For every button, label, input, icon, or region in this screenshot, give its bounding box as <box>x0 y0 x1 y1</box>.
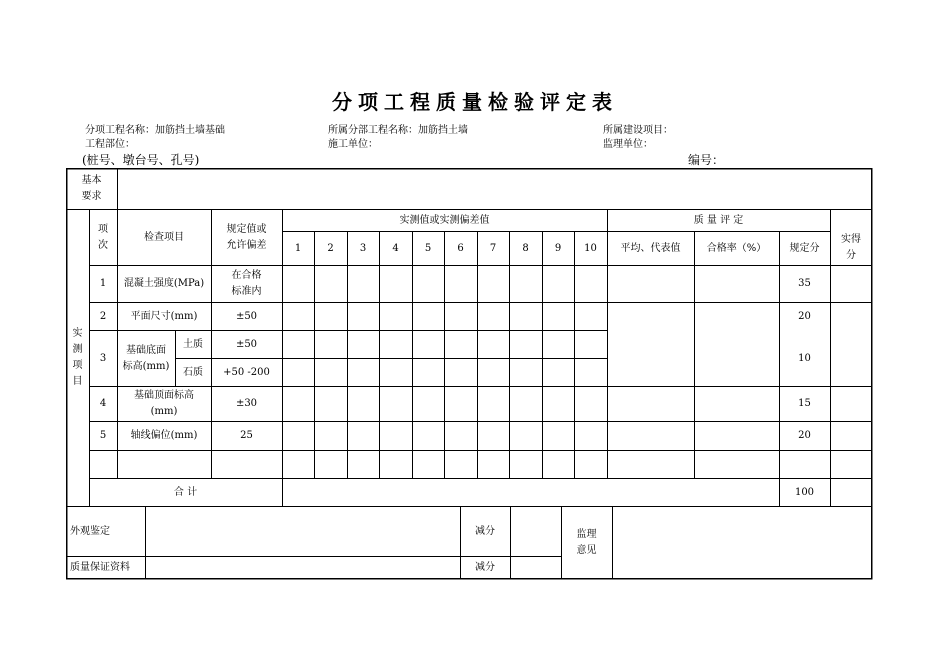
sub-project-name: 分项工程名称：加筋挡土墙基础 <box>85 125 225 136</box>
item-number-header: 项 次 <box>98 223 108 251</box>
appearance-label: 外观鉴定 <box>70 525 110 537</box>
row-4-score: 15 <box>798 398 811 409</box>
pass-rate-header: 合格率（%） <box>706 242 767 254</box>
construction-project: 所属建设项目： <box>603 125 673 136</box>
appearance-deduct-label: 减分 <box>475 525 495 537</box>
measure-col-10: 10 <box>584 242 597 254</box>
row-1-number: 1 <box>99 278 107 289</box>
total-label: 合 计 <box>173 486 198 498</box>
row-2-item: 平面尺寸(mm) <box>130 310 198 322</box>
supervision-unit: 监理单位： <box>603 139 653 150</box>
construction-unit: 施工单位： <box>328 139 378 150</box>
row-3-sub-soil-spec: ±50 <box>235 338 258 350</box>
row-5-number: 5 <box>99 430 107 441</box>
measure-col-1: 1 <box>294 242 302 254</box>
row-4-spec: ±30 <box>235 398 258 409</box>
actual-score-header: 实得 分 <box>841 233 861 261</box>
supervision-opinion-label: 监理 意见 <box>576 528 597 556</box>
row-4-item: 基础顶面标高 (mm) <box>134 390 194 417</box>
row-3-sub-rock-spec: +50 -200 <box>223 366 270 378</box>
serial-number-label: 编号： <box>688 153 725 167</box>
row-3-sub-rock-label: 石质 <box>183 366 203 378</box>
row-3-number: 3 <box>99 352 107 364</box>
measure-col-6: 6 <box>457 242 464 254</box>
average-value-header: 平均、代表值 <box>620 242 681 254</box>
row-2-score: 20 <box>798 310 811 322</box>
measured-items-section-label: 实 测 项 目 <box>72 328 83 387</box>
row-3-sub-soil-label: 土质 <box>183 338 203 350</box>
measure-col-2: 2 <box>327 242 334 254</box>
row-1-spec: 在合格 标准内 <box>231 270 262 297</box>
row-2-spec: ±50 <box>235 310 258 322</box>
parent-project-name: 所属分部工程名称：加筋挡土墙 <box>328 125 468 136</box>
measure-col-8: 8 <box>522 242 529 254</box>
row-3-item: 基础底面 标高(mm) <box>122 344 170 372</box>
row-4-number: 4 <box>99 398 107 409</box>
basic-requirements-label: 基本 要求 <box>81 175 102 202</box>
row-1-score: 35 <box>798 278 811 289</box>
measure-col-4: 4 <box>392 242 399 254</box>
row-5-score: 20 <box>798 430 811 441</box>
row-1-item: 混凝土强度(MPa) <box>123 278 205 289</box>
spec-header: 规定值或 允许偏差 <box>226 223 267 251</box>
check-item-header: 检查项目 <box>144 231 184 243</box>
measure-col-5: 5 <box>424 242 432 254</box>
measure-col-9: 9 <box>554 242 562 254</box>
measure-col-3: 3 <box>359 242 367 254</box>
measure-col-7: 7 <box>489 242 497 254</box>
row-5-item: 轴线偏位(mm) <box>130 430 198 441</box>
total-score: 100 <box>794 486 815 498</box>
quality-docs-label: 质量保证资料 <box>70 561 130 573</box>
pile-note: (桩号、墩台号、孔号) <box>82 153 200 167</box>
project-location: 工程部位： <box>85 139 135 150</box>
measured-values-header: 实测值或实测偏差值 <box>399 214 490 226</box>
standard-score-header: 规定分 <box>789 242 820 254</box>
row-3-score: 10 <box>798 352 811 364</box>
quality-assessment-header: 质 量 评 定 <box>693 214 744 226</box>
row-5-spec: 25 <box>240 430 253 441</box>
row-2-number: 2 <box>99 310 107 322</box>
page-title: 分项工程质量检验评定表 <box>332 90 618 114</box>
quality-docs-deduct-label: 减分 <box>475 561 495 573</box>
